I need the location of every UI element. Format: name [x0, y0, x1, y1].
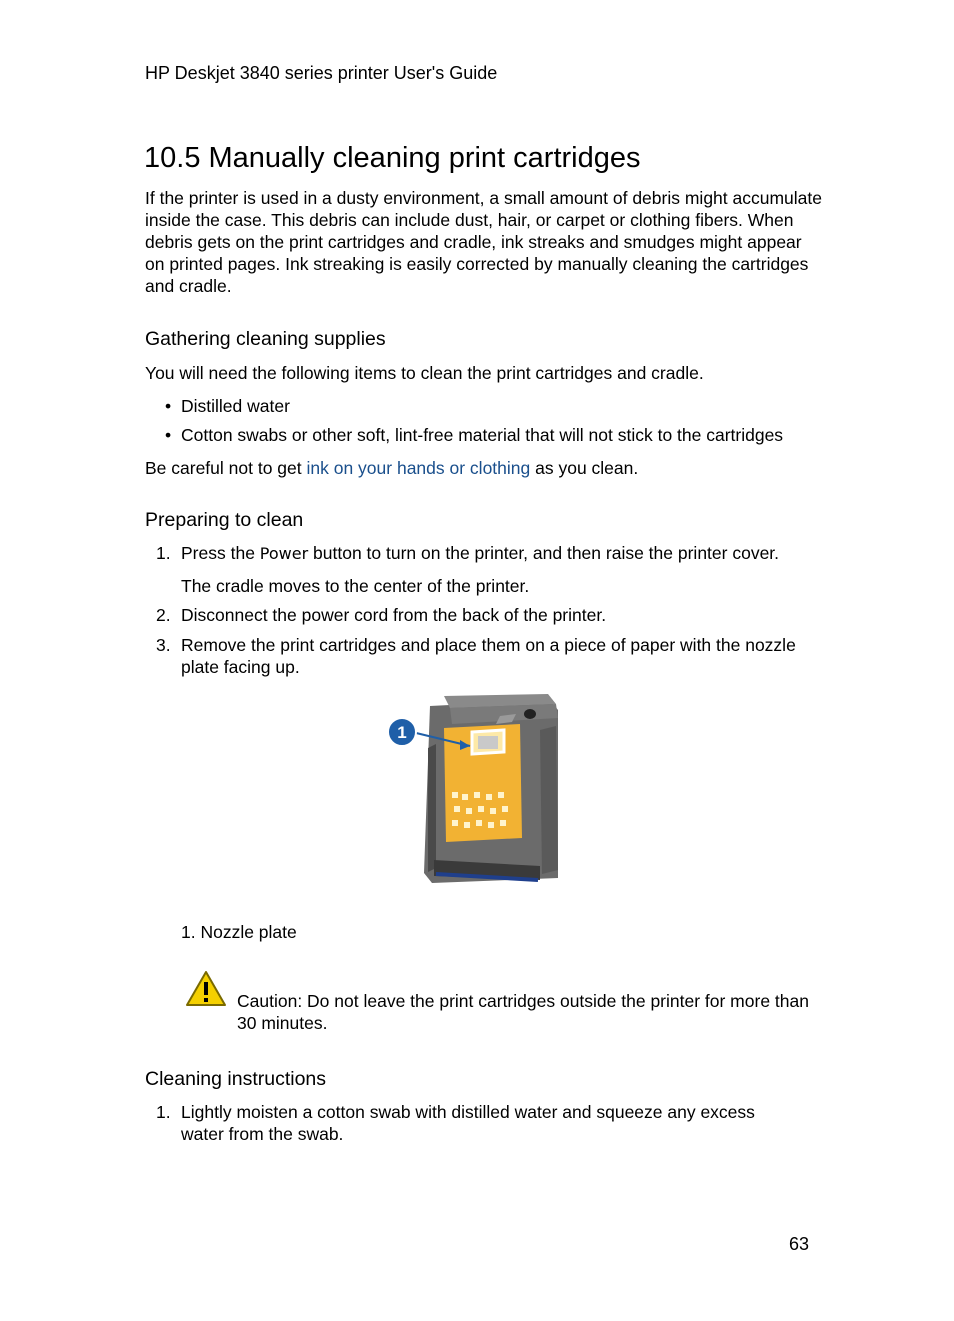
prep-step-1 [181, 542, 821, 565]
prep-step-3: Remove the print cartridges and place them on a piece of paper with the nozzle plate facing up. [181, 635, 796, 677]
prep-step-1-after: button to turn on the printer, and then raise the printer cover. [308, 543, 780, 563]
ink-on-hands-link[interactable]: ink on your hands or clothing [306, 458, 531, 478]
figure-caption: 1. Nozzle plate [181, 922, 297, 942]
prep-step-1-before: Press the [181, 543, 260, 563]
power-button-label: Power [259, 544, 309, 563]
running-header: HP Deskjet 3840 series printer User's Guide [145, 63, 498, 83]
page-number: 63 [788, 1234, 809, 1254]
gathering-lead-text: You will need the following items to clean the print cartridges and cradle. [145, 363, 704, 383]
prep-step-2: Disconnect the power cord from the back of the printer. [181, 605, 607, 625]
bullet-marker: • [165, 396, 172, 416]
print-cartridge-illustration [380, 688, 570, 892]
step-number: 3. [156, 635, 171, 655]
prep-step-1-note: The cradle moves to the center of the printer. [181, 576, 530, 596]
supply-item-cotton-swabs: Cotton swabs or other soft, lint-free material that will not stick to the cartridges [181, 425, 784, 445]
careful-note-suffix: as you clean. [530, 458, 639, 478]
heading-cleaning-instructions: Cleaning instructions [145, 1068, 327, 1090]
page-title: 10.5 Manually cleaning print cartridges [144, 142, 641, 174]
step-number: 2. [156, 605, 171, 625]
bullet-marker: • [165, 425, 172, 445]
heading-gathering-supplies: Gathering cleaning supplies [145, 328, 386, 350]
cleaning-step-1: Lightly moisten a cotton swab with distilled water and squeeze any excess water from the swab. [181, 1102, 755, 1144]
heading-preparing-to-clean: Preparing to clean [145, 509, 304, 531]
caution-text: Caution: Do not leave the print cartridges outside the printer for more than 30 minutes. [237, 991, 809, 1033]
step-number: 1. [156, 1102, 171, 1122]
careful-note [145, 457, 638, 479]
callout-number-1: 1 [397, 723, 407, 742]
supply-item-distilled-water: Distilled water [181, 396, 290, 416]
warning-triangle-icon [185, 970, 227, 1007]
careful-note-prefix: Be careful not to get [145, 458, 307, 478]
intro-paragraph: If the printer is used in a dusty environment, a small amount of debris might accumulate inside the case. This debris can include dust, hair, or carpet or clothing fibers. When debris gets on the print cartridges and cradle, ink streaks and smudges might appear on printed pages. Ink streaking is easily corrected by manually cleaning the cartridges and cradle. [145, 188, 822, 296]
step-number: 1. [156, 543, 171, 563]
